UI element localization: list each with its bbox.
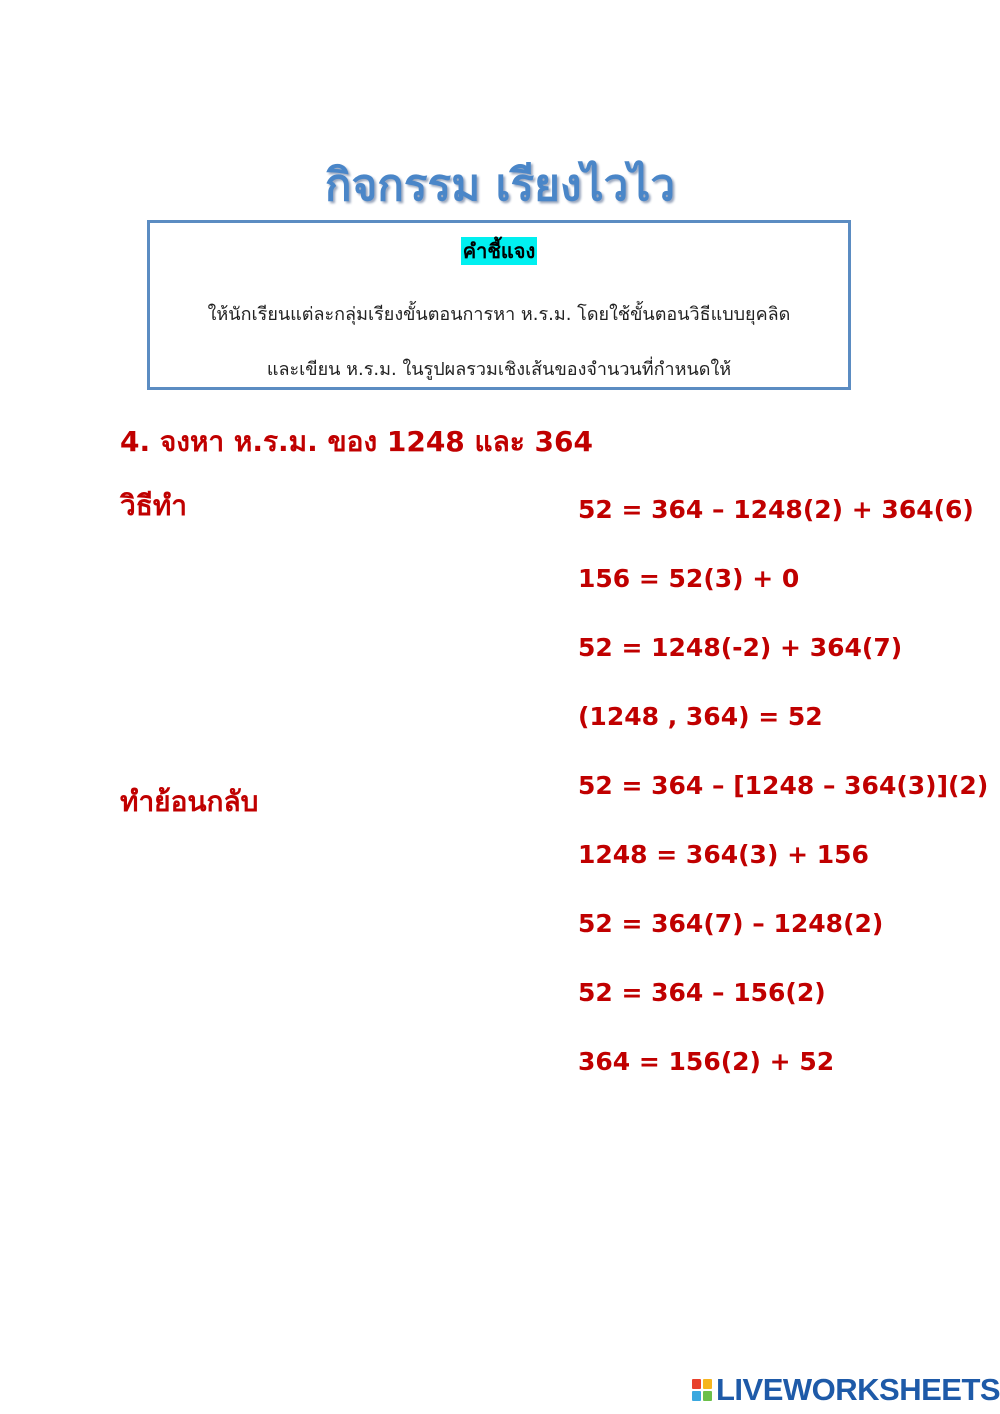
question-title: 4. จงหา ห.ร.ม. ของ 1248 และ 364	[120, 425, 593, 458]
instructions-line-1: ให้นักเรียนแต่ละกลุ่มเรียงขั้นตอนการหา ห.ร.ม. โดยใช้ขั้นตอนวิธีแบบยุคลิด	[207, 304, 791, 325]
instructions-heading	[150, 235, 848, 267]
liveworksheets-brand	[692, 1374, 1000, 1406]
instructions-line-2: และเขียน ห.ร.ม. ในรูปผลรวมเชิงเส้นของจำนวนที่กำหนดให้	[266, 359, 732, 380]
draggable-step[interactable]: 52 = 1248(-2) + 364(7)	[578, 633, 903, 662]
draggable-step[interactable]: (1248 , 364) = 52	[578, 702, 823, 731]
backward-label: ทำย้อนกลับ	[120, 785, 259, 818]
draggable-step[interactable]: 156 = 52(3) + 0	[578, 564, 800, 593]
worksheet-title: กิจกรรม เรียงไวไว	[324, 160, 676, 211]
instructions-box	[147, 220, 851, 390]
instructions-heading-label: คำชี้แจง	[462, 239, 536, 263]
draggable-step[interactable]: 364 = 156(2) + 52	[578, 1047, 835, 1076]
draggable-step[interactable]: 52 = 364(7) – 1248(2)	[578, 909, 884, 938]
draggable-step[interactable]: 52 = 364 – 156(2)	[578, 978, 826, 1007]
liveworksheets-logo-icon	[692, 1379, 712, 1401]
method-label: วิธีทำ	[120, 489, 187, 522]
draggable-step[interactable]: 52 = 364 – 1248(2) + 364(6)	[578, 495, 974, 524]
brand-text: LIVEWORKSHEETS	[716, 1372, 1000, 1407]
draggable-step[interactable]: 52 = 364 – [1248 – 364(3)](2)	[578, 771, 989, 800]
draggable-step[interactable]: 1248 = 364(3) + 156	[578, 840, 869, 869]
